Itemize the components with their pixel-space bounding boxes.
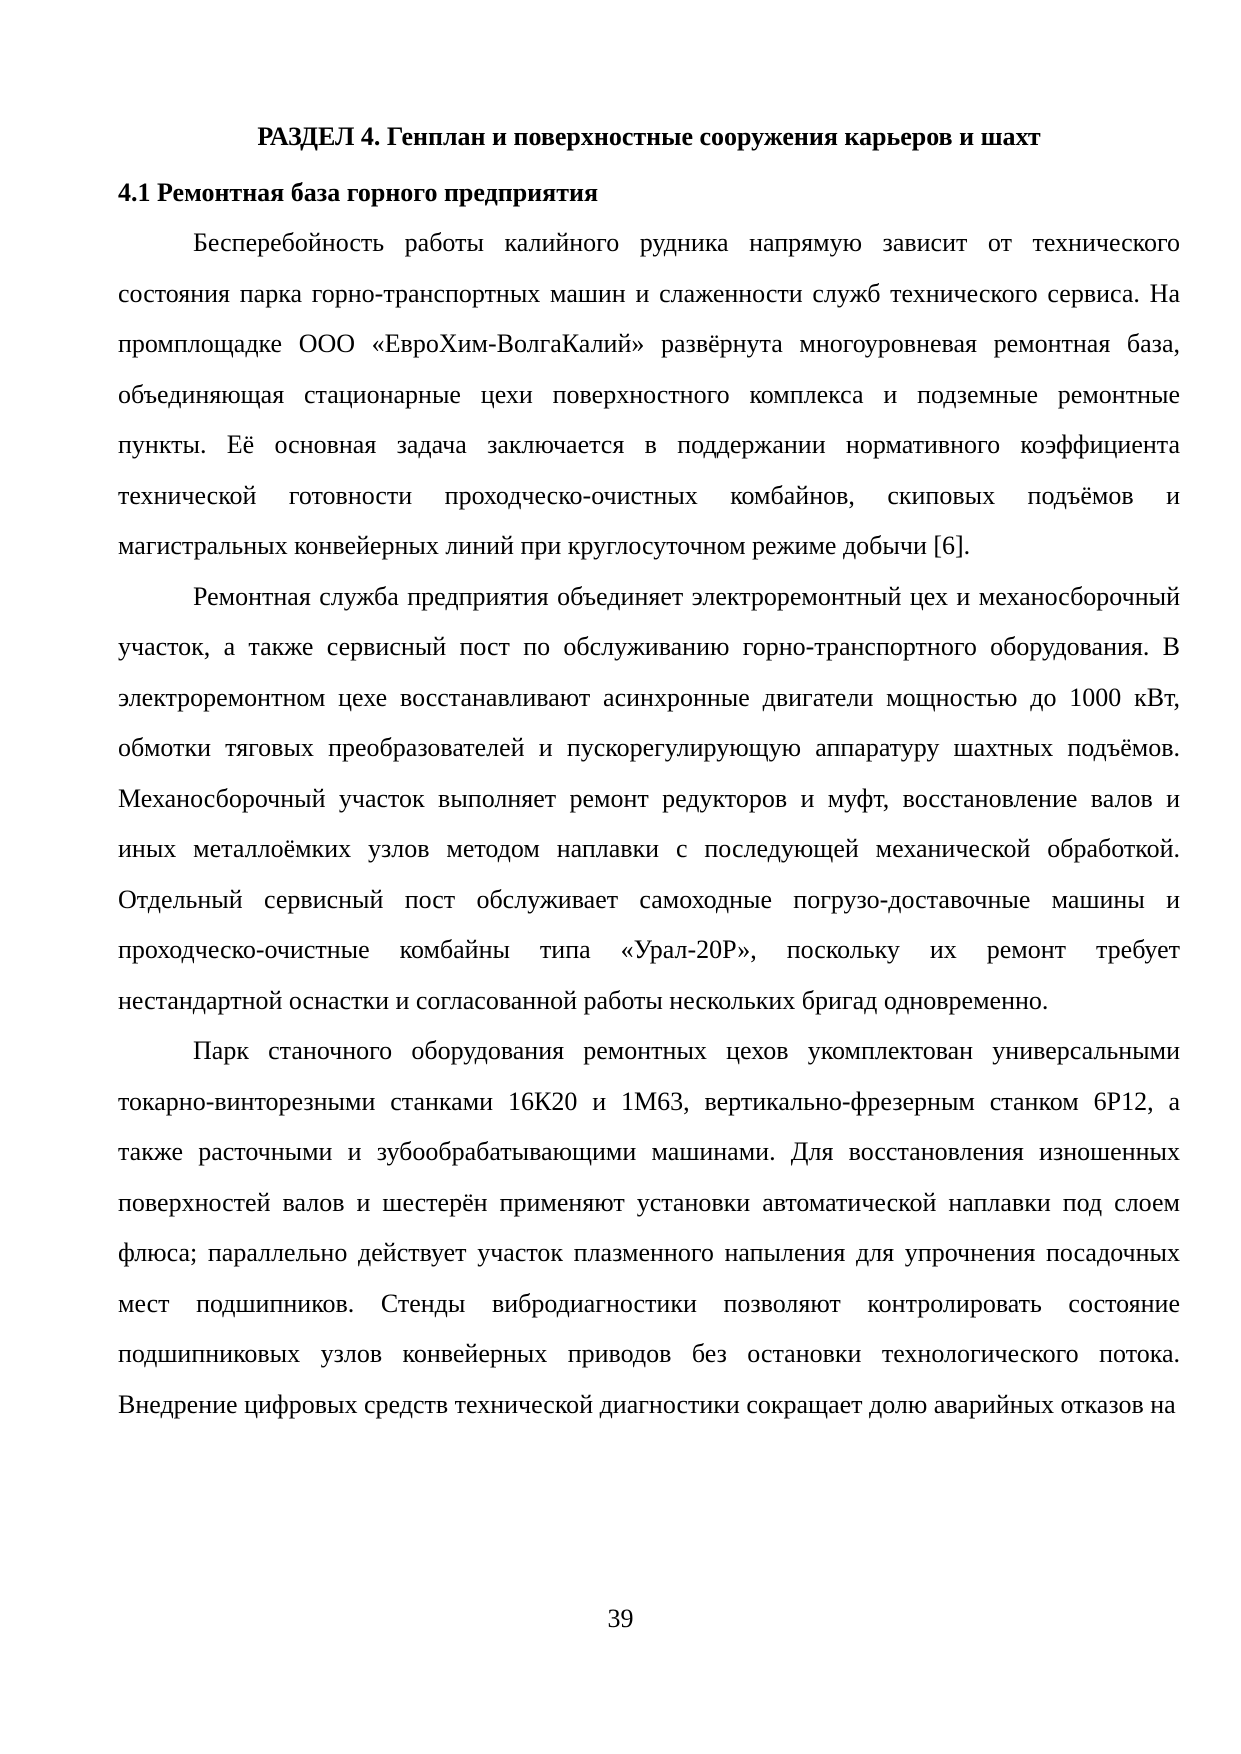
body-paragraph-2: Ремонтная служба предприятия объединяет электроремонтный цех и механосборочный участок, а также сервисный пост по обслуживанию горно-транспортного оборудования. В электроремонтном цехе восстанавливают асинхронные двигатели мощностью до 1000 кВт, обмотки тяговых преобразователей и пускорегулирующую аппаратуру шахтных подъёмов. Механосборочный участок выполняет ремонт редукторов и муфт, восстановление валов и иных металлоёмких узлов методом наплавки с последующей механической обработкой. Отдельный сервисный пост обслуживает самоходные погрузо-доставочные машины и проходческо-очистные комбайны типа «Урал-20Р», поскольку их ремонт требует нестандартной оснастки и согласованной работы нескольких бригад одновременно. bbox=[118, 581, 1180, 1015]
section-title: РАЗДЕЛ 4. Генплан и поверхностные сооружения карьеров и шахт bbox=[257, 122, 1041, 151]
document-page bbox=[118, 112, 1180, 1430]
subsection-title: 4.1 Ремонтная база горного предприятия bbox=[118, 178, 599, 207]
page-number: 39 bbox=[607, 1604, 634, 1633]
body-paragraph-1: Бесперебойность работы калийного рудника напрямую зависит от технического состояния парка горно-транспортных машин и слаженности служб технического сервиса. На промплощадке ООО «ЕвроХим-ВолгаКалий» развёрнута многоуровневая ремонтная база, объединяющая стационарные цехи поверхностного комплекса и подземные ремонтные пункты. Её основная задача заключается в поддержании нормативного коэффициента технической готовности проходческо-очистных комбайнов, скиповых подъёмов и магистральных конвейерных линий при круглосуточном режиме добычи [6]. bbox=[118, 228, 1180, 560]
body-paragraph-3: Парк станочного оборудования ремонтных цехов укомплектован универсальными токарно-винторезными станками 16К20 и 1М63, вертикально-фрезерным станком 6Р12, а также расточными и зубообрабатывающими машинами. Для восстановления изношенных поверхностей валов и шестерён применяют установки автоматической наплавки под слоем флюса; параллельно действует участок плазменного напыления для упрочнения посадочных мест подшипников. Стенды вибродиагностики позволяют контролировать состояние подшипниковых узлов конвейерных приводов без остановки технологического потока. Внедрение цифровых средств технической диагностики сокращает долю аварийных отказов на bbox=[118, 1036, 1180, 1419]
